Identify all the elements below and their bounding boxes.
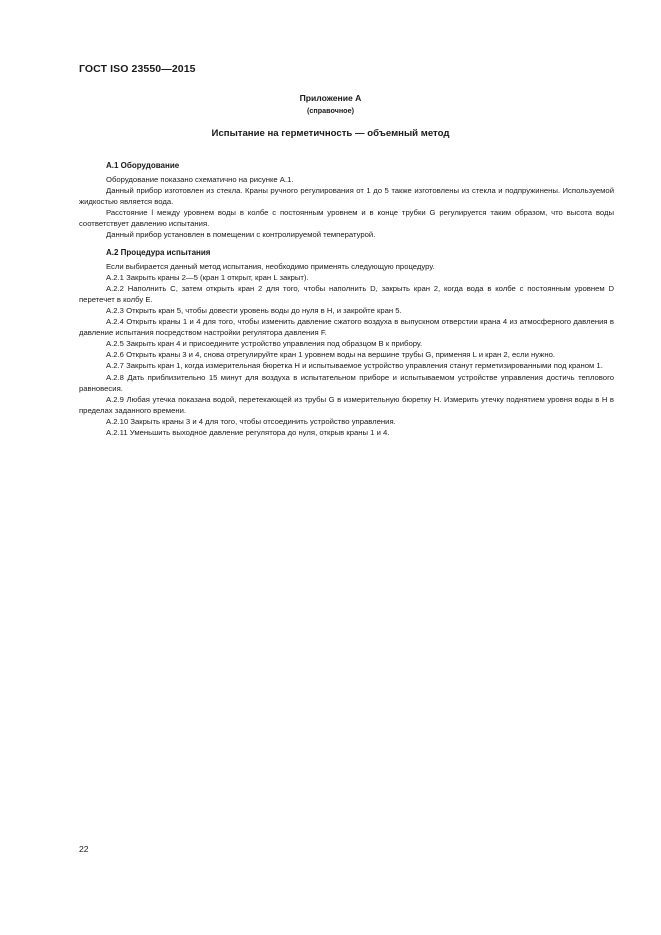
procedure-step: А.2.9 Любая утечка показана водой, перетекающей из трубы G в измерительную бюретку Н. Измерить утечку поднятием уровня воды в Н в пределах заданного времени. bbox=[79, 394, 614, 415]
procedure-step: А.2.4 Открыть краны 1 и 4 для того, чтобы изменить давление сжатого воздуха в выпускном отверстии крана 4 из атмосферного давления в давление испытания посредством настройки регулятора давления F. bbox=[79, 317, 614, 338]
procedure-step: А.2.7 Закрыть кран 1, когда измерительная бюретка Н и испытываемое устройство управления станут герметизированными под краном 1. bbox=[106, 361, 603, 371]
paragraph: Оборудование показано схематично на рисунке А.1. bbox=[106, 175, 294, 184]
annex-heading: Испытание на герметичность — объемный метод bbox=[211, 128, 450, 139]
procedure-step: А.2.6 Открыть краны 3 и 4, снова отрегулируйте кран 1 уровнем воды на вершине трубы G, применяя L и кран 2, если нужно. bbox=[106, 350, 555, 360]
section-heading-equipment: А.1 Оборудование bbox=[106, 161, 180, 170]
procedure-step: А.2.2 Наполнить С, затем открыть кран 2 для того, чтобы наполнить D, закрыть кран 2, когда вода в колбе с постоянным уровнем D перетечет в колбу Е. bbox=[79, 283, 614, 304]
paragraph: Расстояние l между уровнем воды в колбе с постоянным уровнем и в конце трубки G регулируется таким образом, что высота воды соответствует давлению испытания. bbox=[79, 208, 614, 229]
procedure-step: А.2.10 Закрыть краны 3 и 4 для того, чтобы отсоединить устройство управления. bbox=[106, 416, 396, 426]
annex-subtitle: (справочное) bbox=[307, 106, 354, 115]
paragraph: Данный прибор установлен в помещении с контролируемой температурой. bbox=[106, 230, 376, 240]
procedure-step: А.2.11 Уменьшить выходное давление регулятора до нуля, открыв краны 1 и 4. bbox=[106, 427, 390, 437]
document-body bbox=[79, 160, 614, 438]
standard-header: ГОСТ ISO 23550—2015 bbox=[79, 63, 196, 75]
procedure-step: А.2.8 Дать приблизительно 15 минут для воздуха в испытательном приборе и испытываемом устройстве управления достичь теплового равновесия. bbox=[79, 372, 614, 393]
procedure-step: А.2.5 Закрыть кран 4 и присоедините устройство управления под образцом В к прибору. bbox=[106, 339, 423, 349]
paragraph: Данный прибор изготовлен из стекла. Краны ручного регулирования от 1 до 5 также изготовлены из стекла и подпружинены. Используемой жидкостью является вода. bbox=[79, 186, 614, 207]
paragraph: Если выбирается данный метод испытания, необходимо применять следующую процедуру. bbox=[106, 261, 435, 271]
annex-title: Приложение А bbox=[299, 93, 362, 103]
procedure-step: А.2.1 Закрыть краны 2—5 (кран 1 открыт, кран L закрыт). bbox=[106, 272, 309, 282]
procedure-step: А.2.3 Открыть кран 5, чтобы довести уровень воды до нуля в Н, и закройте кран 5. bbox=[106, 305, 402, 315]
page-number: 22 bbox=[79, 844, 89, 854]
section-heading-procedure: А.2 Процедура испытания bbox=[106, 247, 211, 257]
